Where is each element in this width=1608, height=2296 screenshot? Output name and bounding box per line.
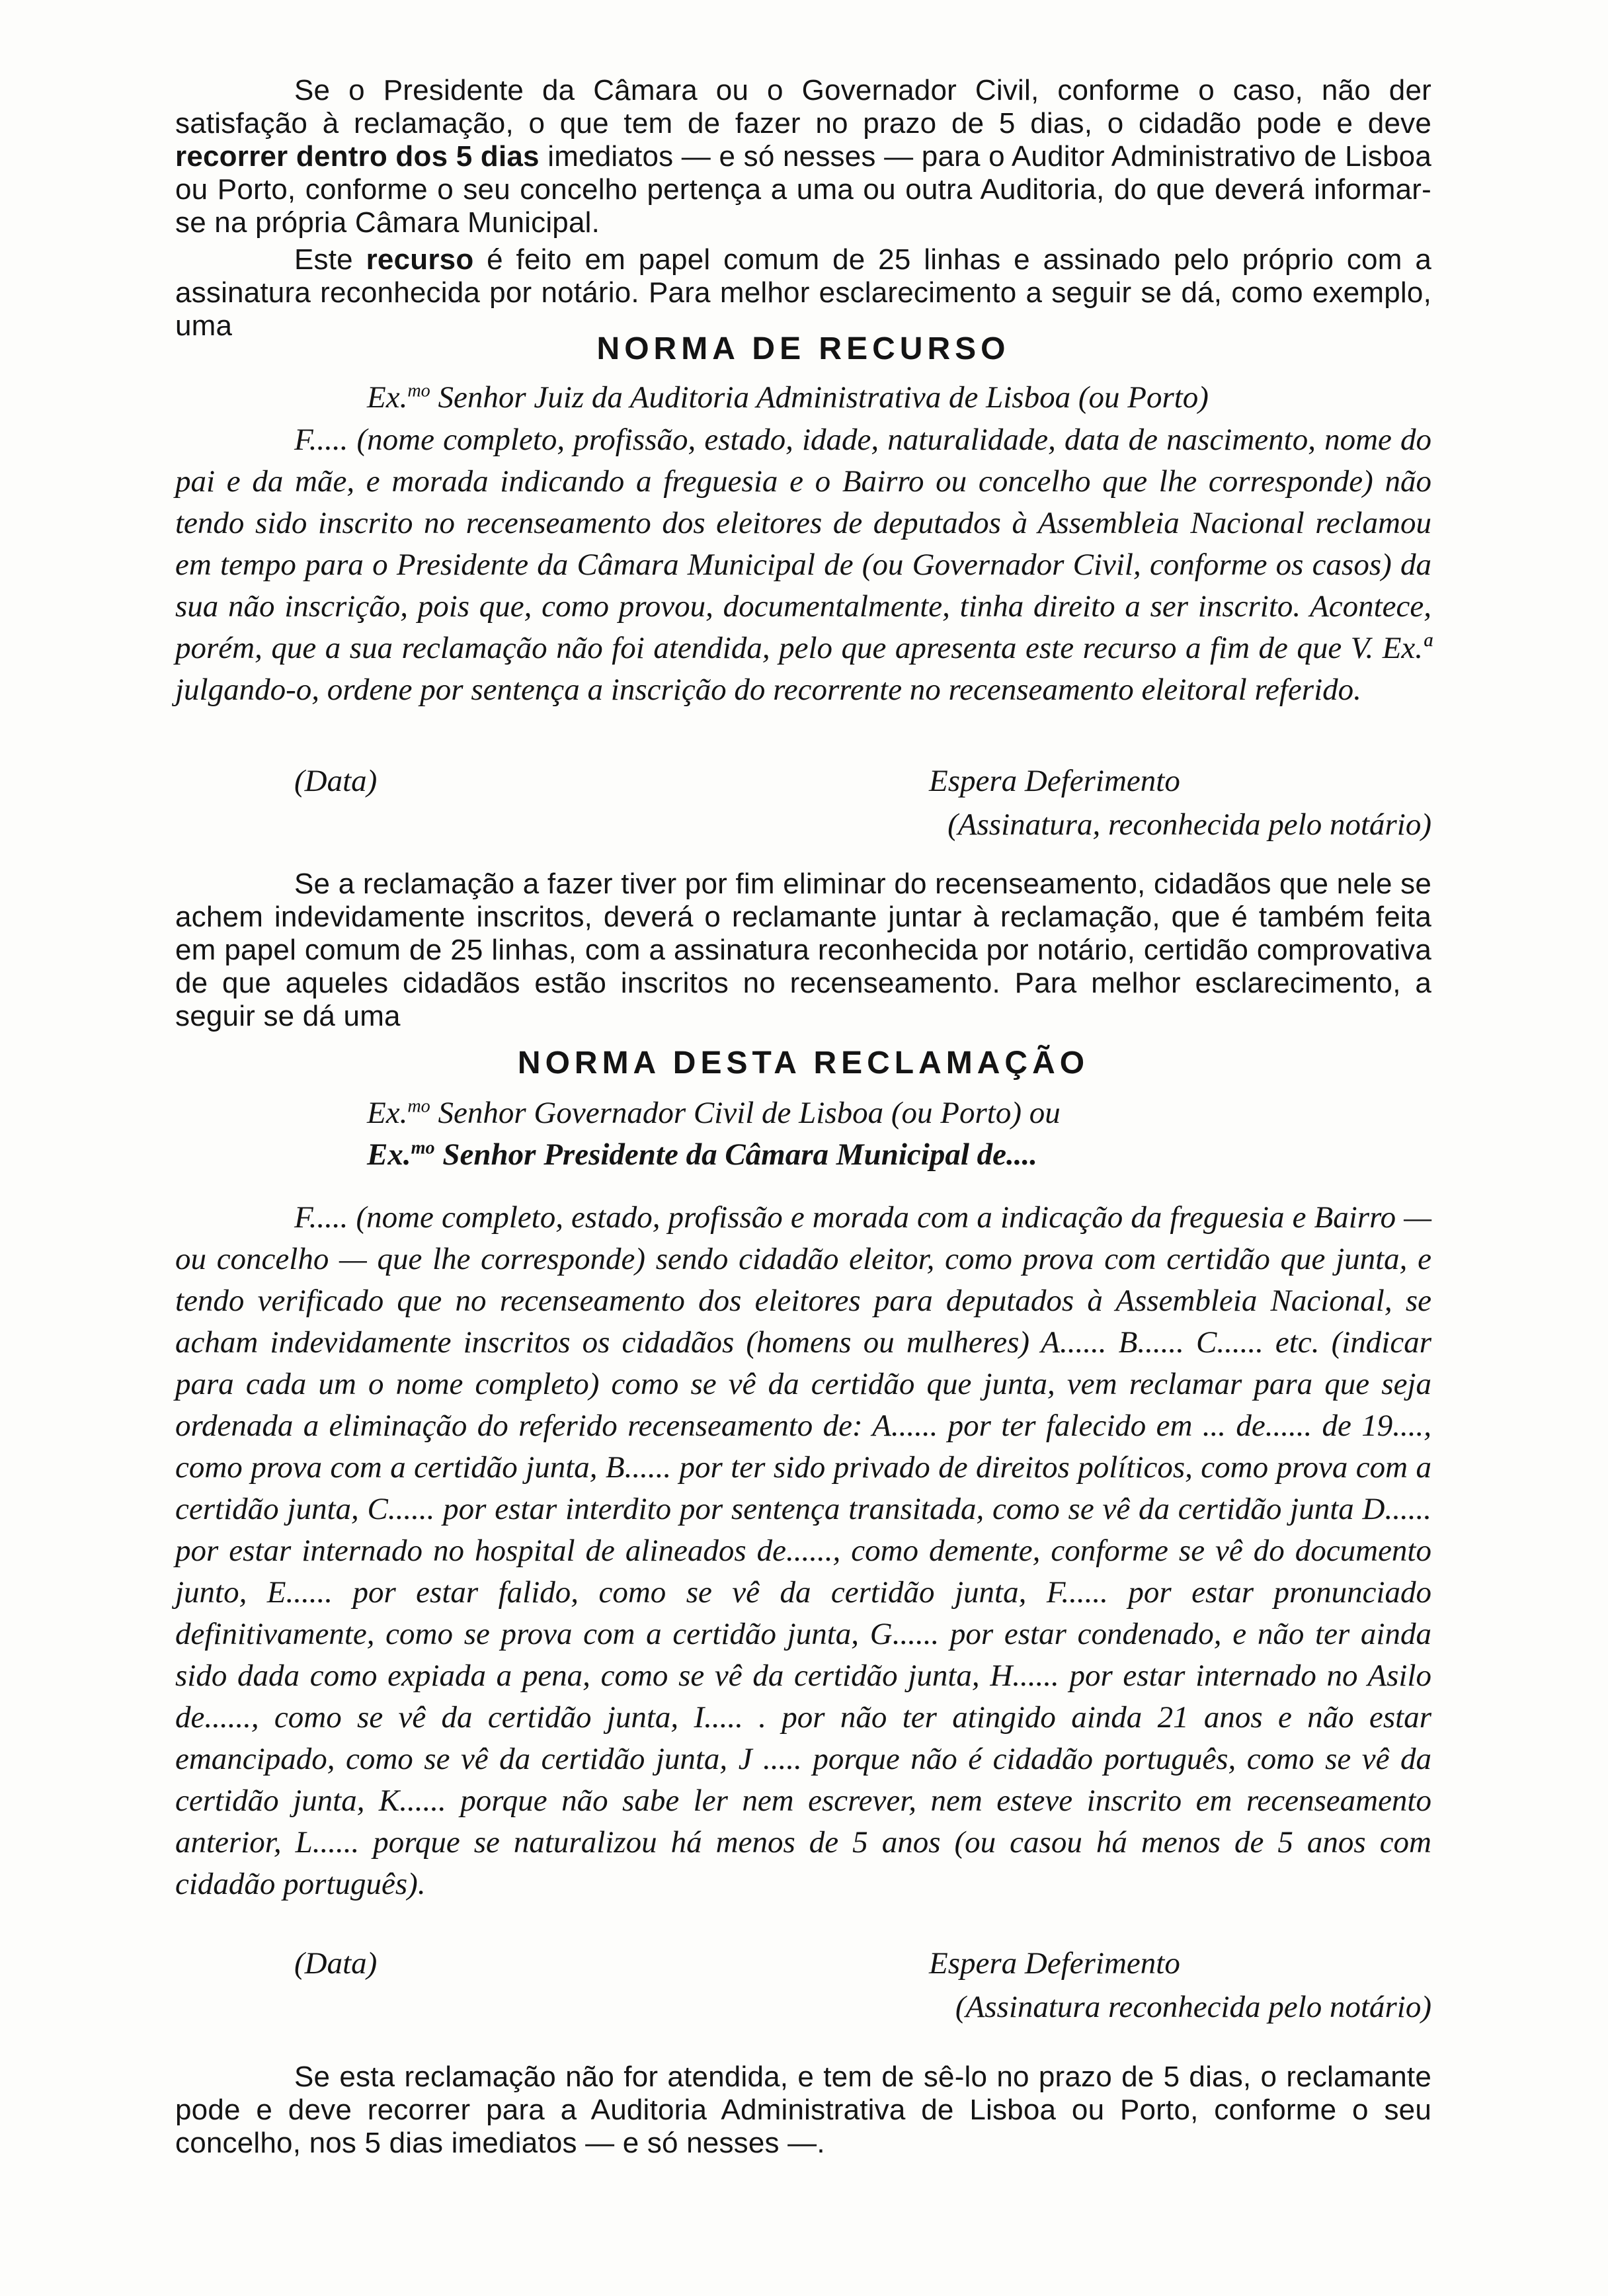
intro-p1-text-a: Se o Presidente da Câmara ou o Governador Civil, conforme o caso, não der satisfação à reclamação, o que tem de fazer no prazo de 5 dias, o cidadão pode e deve: [175, 74, 1431, 140]
recurso-signature-block: [175, 760, 1431, 848]
intro-p2-text-b: é feito em papel comum de 25 linhas e assinado pelo próprio com a assinatura reconhecida por notário. Para melhor esclarecimento a seguir se dá, como exemplo, uma: [175, 243, 1431, 342]
reclamacao-signature-block: [175, 1943, 1431, 2030]
reclamacao-address: Ex.$^{mo}$ Senhor Governador Civil de Lisboa (ou Porto) ou Ex.$^{mo}$ Senhor Presidente da Câmara Municipal de....: [367, 1096, 1061, 1172]
intro-p1-text-b: imediatos — e só nesses — para o Auditor Administrativo de Lisboa ou Porto, conforme o seu concelho pertença a uma ou outra Auditoria, do que deverá informar-se na própria Câmara Municipal.: [175, 140, 1431, 239]
reclamacao-heading: NORMA DESTA RECLAMAÇÃO: [517, 1046, 1090, 1081]
intro-paragraph-2: [175, 243, 1431, 343]
intro-p1-bold: recorrer dentro dos 5 dias: [175, 140, 540, 173]
recurso-heading: NORMA DE RECURSO: [596, 331, 1010, 366]
reclamacao-date: (Data): [294, 1946, 378, 1981]
intro-p2-bold: recurso: [366, 243, 474, 276]
intro-p2-text-a: Este: [294, 243, 366, 276]
reclamacao-closing: Espera Deferimento: [929, 1946, 1180, 1981]
recurso-body: F..... (nome completo, profissão, estado, idade, naturalidade, data de nascimento, nome do pai e da mãe, e morada indicando a freguesia e o Bairro ou concelho que lhe corresponde) não tendo sido inscrito no recenseamento dos eleitores de deputados à Assembleia Nacional reclamou em tempo para o Presidente da Câmara Municipal de (ou Governador Civil, conforme os casos) da sua não inscrição, pois que, como provou, documentalmente, tinha direito a ser inscrito. Acontece, porém, que a sua reclamação não foi atendida, pelo que apresenta este recurso a fim de que V. Ex.ª julgando-o, ordene por sentença a inscrição do recorrente no recenseamento eleitoral referido.: [175, 423, 1431, 707]
recurso-closing: Espera Deferimento: [929, 764, 1180, 798]
reclamacao-body: F..... (nome completo, estado, profissão e morada com a indicação da freguesia e Bairro — ou concelho — que lhe corresponde) sendo cidadão eleitor, como prova com certidão que junta, e tendo verificado que no recenseamento dos eleitores para deputados à Assembleia Nacional, se acham indevidamente inscritos os cidadãos (homens ou mulheres) A...... B...... C...... etc. (indicar para cada um o nome completo) como se vê da certidão que junta, vem reclamar para que seja ordenada a eliminação do referido recenseamento de: A...... por ter falecido em ... de...... de 19...., como prova com a certidão junta, B...... por ter sido privado de direitos políticos, como prova com a certidão junta, C...... por estar interdito por sentença transitada, como se vê da certidão junta D...... por estar internado no hospital de alineados de......, como demente, conforme se vê do documento junto, E...... por estar falido, como se vê da certidão junta, F...... por estar pronunciado definitivamente, como se prova com a certidão junta, G...... por estar condenado, e não ter ainda sido dada como expiada a pena, como se vê da certidão junta, H...... por estar internado no Asilo de......, como se vê da certidão junta, I..... . por não ter atingido ainda 21 anos e não estar emancipado, como se vê da certidão junta, J ..... porque não é cidadão português, como se vê da certidão junta, K...... porque não sabe ler nem escrever, nem esteve inscrito em recenseamento anterior, L...... porque se naturalizou há menos de 5 anos (ou casou há menos de 5 anos com cidadão português).: [175, 1200, 1431, 1901]
middle-paragraph: Se a reclamação a fazer tiver por fim eliminar do recenseamento, cidadãos que nele se achem indevidamente inscritos, deverá o reclamante juntar à reclamação, que é também feita em papel comum de 25 linhas, com a assinatura reconhecida por notário, certidão comprovativa de que aqueles cidadãos estão inscritos no recenseamento. Para melhor esclarecimento, a seguir se dá uma: [175, 868, 1431, 1032]
final-paragraph: Se esta reclamação não for atendida, e tem de sê-lo no prazo de 5 dias, o reclamante pode e deve recorrer para a Auditoria Administrativa de Lisboa ou Porto, conforme o seu concelho, nos 5 dias imediatos — e só nesses —.: [175, 2061, 1431, 2159]
intro-paragraph-1: [175, 74, 1431, 239]
recurso-signature: (Assinatura, reconhecida pelo notário): [947, 807, 1431, 842]
reclamacao-signature: (Assinatura reconhecida pelo notário): [955, 1990, 1431, 2024]
recurso-date: (Data): [294, 764, 378, 798]
recurso-address: Ex.$^{mo}$ Senhor Juiz da Auditoria Administrativa de Lisboa (ou Porto): [367, 380, 1209, 415]
